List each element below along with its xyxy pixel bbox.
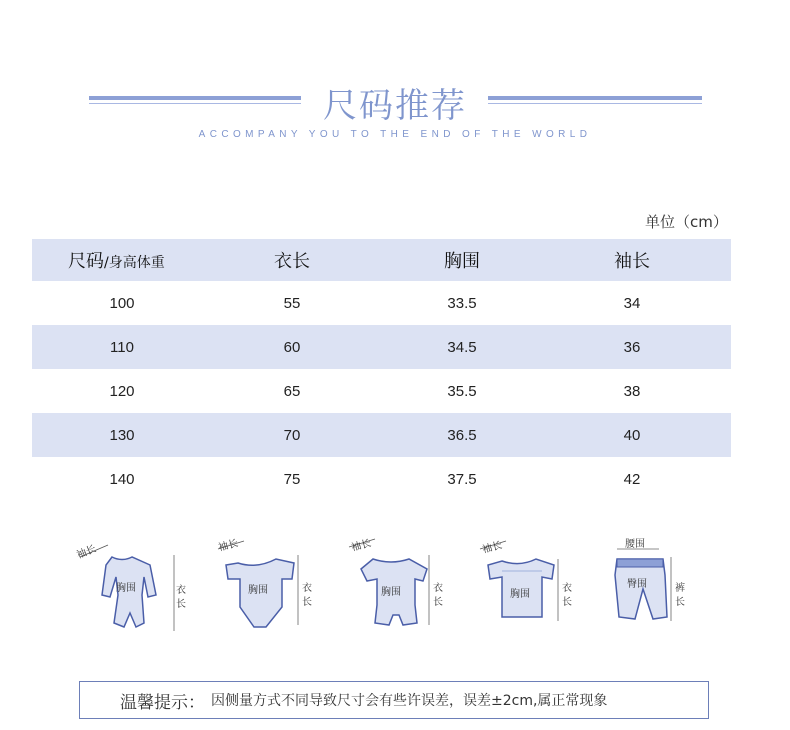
length-label-a: 裤: [675, 583, 685, 594]
chest-label: 胸围: [116, 583, 136, 594]
chest-label: 胸围: [248, 585, 268, 596]
sleeve-label: 袖长: [481, 540, 504, 556]
tshirt-icon: [478, 535, 588, 635]
length-label-b: 长: [562, 597, 572, 608]
cell-sleeve: 42: [623, 470, 641, 488]
sleeve-label: 袖长: [350, 538, 373, 554]
cell-length: 60: [283, 338, 301, 356]
pants-icon: [605, 535, 695, 635]
waist-label: 腰围: [625, 539, 645, 550]
table-row: [32, 281, 731, 325]
header-size-sub: /身高体重: [104, 255, 165, 271]
cell-length: 75: [283, 470, 301, 488]
length-label-a: 衣: [433, 583, 443, 594]
size-table: [32, 239, 731, 501]
header-chest: 胸围: [444, 251, 480, 272]
unit-label: 单位（cm）: [645, 213, 728, 231]
cell-chest: 34.5: [447, 338, 477, 356]
page-subtitle: ACCOMPANY YOU TO THE END OF THE WORLD: [198, 129, 592, 140]
cell-size: 140: [109, 470, 135, 488]
table-row: [32, 457, 731, 501]
cell-size: 130: [109, 426, 135, 444]
header-size-main: 尺码: [68, 251, 104, 272]
cell-length: 65: [283, 382, 301, 400]
length-label-b: 长: [433, 597, 443, 608]
cell-size: 110: [110, 338, 134, 356]
length-label-a: 衣: [176, 585, 186, 596]
cell-sleeve: 34: [623, 294, 641, 312]
cell-length: 70: [283, 426, 301, 444]
header-sleeve: 袖长: [614, 251, 650, 272]
header-size: [62, 247, 228, 273]
cell-chest: 35.5: [447, 382, 477, 400]
tip-label: 温馨提示：: [120, 692, 205, 713]
short-bodysuit-icon: [212, 535, 322, 635]
hip-label: 臀围: [627, 579, 647, 590]
cell-chest: 37.5: [447, 470, 477, 488]
length-label-a: 衣: [302, 583, 312, 594]
sleeve-label: 袖长: [75, 543, 98, 562]
cell-length: 55: [283, 294, 301, 312]
length-label-b: 长: [302, 597, 312, 608]
table-header-row: [32, 239, 731, 281]
cell-chest: 36.5: [447, 426, 477, 444]
cell-size: 120: [109, 382, 135, 400]
page-title: 尺码推荐: [323, 86, 467, 126]
cell-chest: 33.5: [447, 294, 477, 312]
chest-label: 胸围: [510, 589, 530, 600]
table-row: [32, 369, 731, 413]
length-label-b: 长: [675, 597, 685, 608]
sleeve-label: 袖长: [217, 538, 240, 554]
table-row: [32, 413, 731, 457]
short-romper-icon: [345, 535, 455, 635]
cell-sleeve: 36: [623, 338, 641, 356]
tip-box: [79, 681, 709, 719]
cell-size: 100: [109, 294, 135, 312]
cell-sleeve: 40: [623, 426, 641, 444]
header-length: 衣长: [274, 251, 310, 272]
tip-text: 因侧量方式不同导致尺寸会有些许误差，误差±2cm,属正常现象: [211, 693, 608, 709]
long-romper-icon: [70, 535, 190, 635]
cell-sleeve: 38: [623, 382, 641, 400]
chest-label: 胸围: [381, 587, 401, 598]
table-row: [32, 325, 731, 369]
length-label-b: 长: [176, 599, 186, 610]
length-label-a: 衣: [562, 583, 572, 594]
